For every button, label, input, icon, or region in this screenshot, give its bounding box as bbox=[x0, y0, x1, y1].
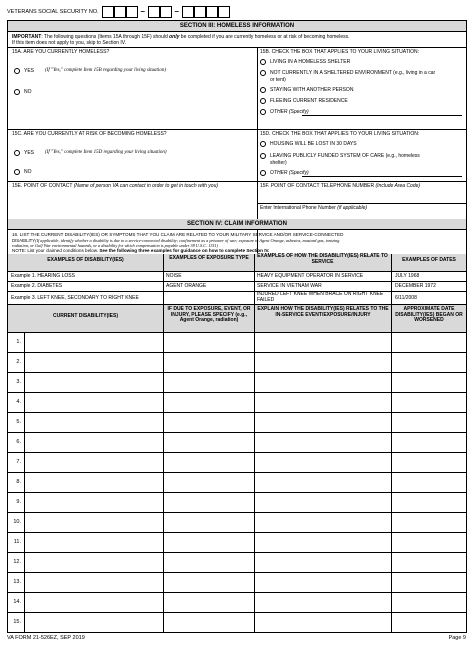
relation-input[interactable] bbox=[255, 372, 390, 392]
q16-disability: DISABILITY bbox=[12, 238, 36, 243]
date-input[interactable] bbox=[392, 392, 466, 412]
exposure-input[interactable] bbox=[164, 472, 253, 492]
q15b-fleeing-radio[interactable] bbox=[260, 98, 266, 104]
q15d-opt-3: OTHER (Specify) bbox=[270, 170, 309, 176]
row-number: 5. bbox=[16, 419, 21, 425]
q15f-row bbox=[260, 183, 420, 189]
q15b-opt-2-cont: or tent) bbox=[270, 77, 286, 83]
relation-input[interactable] bbox=[255, 332, 390, 352]
divider bbox=[254, 254, 255, 304]
divider bbox=[8, 47, 466, 48]
row-number: 1. bbox=[16, 339, 21, 345]
q15f-label: 15F. POINT OF CONTACT TELEPHONE NUMBER bbox=[260, 183, 375, 189]
ssn-dash: – bbox=[140, 7, 145, 16]
table-row bbox=[8, 532, 466, 552]
table-row bbox=[8, 552, 466, 572]
exposure-input[interactable] bbox=[164, 352, 253, 372]
disability-input[interactable] bbox=[25, 472, 162, 492]
table-row bbox=[8, 492, 466, 512]
divider bbox=[391, 254, 392, 304]
important-text: : The following questions (Items 15A through 15F) should bbox=[41, 34, 168, 40]
ssn-box-7[interactable] bbox=[194, 6, 206, 18]
q15b-opt-2: NOT CURRENTLY IN A SHELTERED ENVIRONMENT (e.g., living in a car bbox=[270, 70, 436, 76]
ex-header-exposure: EXAMPLES OF EXPOSURE TYPE bbox=[169, 255, 249, 261]
section-4-title: SECTION IV: CLAIM INFORMATION bbox=[8, 219, 466, 230]
table-row bbox=[8, 352, 466, 372]
q16-disability-note: (If applicable, identify whether a disability is due to a service-connected disability; confinement as a prisoner of war; exposure to Agent Orange, asbestos, mustard gas, ionizing bbox=[35, 238, 340, 243]
date-input[interactable] bbox=[392, 332, 466, 352]
q15c-no-label: NO bbox=[24, 169, 32, 175]
ex2-disability: Example 2. DIABETES bbox=[11, 283, 63, 289]
q15e-note: (Name of person VA can contact in order to get in touch with you) bbox=[73, 183, 219, 189]
date-input[interactable] bbox=[392, 472, 466, 492]
ex1-disability: Example 1. HEARING LOSS bbox=[11, 273, 75, 279]
important-text-2: be completed if you are currently homeless or at risk of becoming homeless. bbox=[180, 34, 350, 40]
q15b-label: 15B. CHECK THE BOX THAT APPLIES TO YOUR LIVING SITUATION: bbox=[260, 49, 420, 55]
ex2-exposure: AGENT ORANGE bbox=[166, 283, 207, 289]
q15a-yes-label: YES bbox=[24, 68, 35, 74]
date-input[interactable] bbox=[392, 432, 466, 452]
q15c-yes-radio[interactable] bbox=[14, 150, 20, 156]
exposure-input[interactable] bbox=[164, 452, 253, 472]
ssn-box-9[interactable] bbox=[218, 6, 230, 18]
ssn-label: VETERANS SOCIAL SECURITY NO. bbox=[7, 8, 99, 15]
disability-input[interactable] bbox=[25, 592, 162, 612]
q15b-opt-4: FLEEING CURRENT RESIDENCE bbox=[270, 98, 348, 104]
ssn-box-6[interactable] bbox=[182, 6, 194, 18]
ssn-box-4[interactable] bbox=[148, 6, 160, 18]
exposure-input[interactable] bbox=[164, 592, 253, 612]
q16-line-3: radiation, or Gulf War environmental hazards, or a disability for which compensation is payable under 38 U.S.C. 1151) bbox=[12, 243, 218, 248]
exposure-input[interactable] bbox=[164, 552, 253, 572]
ssn-box-8[interactable] bbox=[206, 6, 218, 18]
exposure-input[interactable] bbox=[164, 412, 253, 432]
important-only: only bbox=[169, 34, 180, 40]
row-number: 11. bbox=[13, 539, 21, 545]
disability-input[interactable] bbox=[25, 392, 162, 412]
exposure-input[interactable] bbox=[164, 512, 253, 532]
table-row bbox=[8, 472, 466, 492]
q15c-label: 15C. ARE YOU CURRENTLY AT RISK OF BECOMING HOMELESS? bbox=[12, 131, 167, 137]
relation-input[interactable] bbox=[255, 432, 390, 452]
q15d-leaving-care-radio[interactable] bbox=[260, 153, 266, 159]
divider bbox=[163, 254, 164, 304]
q15d-other-radio[interactable] bbox=[260, 170, 266, 176]
ex1-exposure: NOISE bbox=[166, 273, 182, 279]
disability-input[interactable] bbox=[25, 412, 162, 432]
disability-input[interactable] bbox=[25, 552, 162, 572]
exposure-input[interactable] bbox=[164, 392, 253, 412]
exposure-input[interactable] bbox=[164, 572, 253, 592]
row-number: 8. bbox=[16, 479, 21, 485]
q15b-other-radio[interactable] bbox=[260, 109, 266, 115]
q15f-intl-label: Enter International Phone Number bbox=[260, 205, 336, 211]
disability-input[interactable] bbox=[25, 572, 162, 592]
disability-input[interactable] bbox=[25, 372, 162, 392]
q15f-intl-note: (if applicable) bbox=[337, 205, 368, 211]
q15f-note: (Include Area Code) bbox=[375, 183, 421, 189]
row-number: 10. bbox=[13, 519, 21, 525]
q15a-no-radio[interactable] bbox=[14, 89, 20, 95]
row-number: 4. bbox=[16, 399, 21, 405]
q15f-input[interactable] bbox=[259, 191, 464, 203]
row-number: 13. bbox=[13, 579, 21, 585]
ex1-date: JULY 1968 bbox=[395, 273, 420, 279]
relation-input[interactable] bbox=[255, 512, 390, 532]
date-input[interactable] bbox=[392, 592, 466, 612]
row-number: 9. bbox=[16, 499, 21, 505]
row-number: 6. bbox=[16, 439, 21, 445]
ex-header-dates: EXAMPLES OF DATES bbox=[402, 257, 456, 263]
disability-input[interactable] bbox=[25, 492, 162, 512]
q15d-opt-1: HOUSING WILL BE LOST IN 30 DAYS bbox=[270, 141, 357, 147]
relation-input[interactable] bbox=[255, 352, 390, 372]
row-number: 12. bbox=[13, 559, 21, 565]
disability-input[interactable] bbox=[25, 432, 162, 452]
ex1-relation: HEAVY EQUIPMENT OPERATOR IN SERVICE bbox=[257, 273, 364, 279]
date-input[interactable] bbox=[392, 492, 466, 512]
disability-input[interactable] bbox=[25, 452, 162, 472]
table-row bbox=[8, 452, 466, 472]
exposure-input[interactable] bbox=[164, 532, 253, 552]
q15f-intl-row bbox=[260, 205, 367, 211]
q15a-no-label: NO bbox=[24, 89, 32, 95]
table-row bbox=[8, 372, 466, 392]
row-number: 2. bbox=[16, 359, 21, 365]
exposure-input[interactable] bbox=[164, 332, 253, 352]
q15c-yes-label: YES bbox=[24, 150, 35, 156]
row-number: 7. bbox=[16, 459, 21, 465]
ssn-dash: – bbox=[174, 7, 179, 16]
ssn-box-5[interactable] bbox=[160, 6, 172, 18]
col-header-exposure: IF DUE TO EXPOSURE, EVENT, OR INJURY, PLEASE SPECIFY (e.g., Agent Orange, radiation) bbox=[167, 306, 251, 324]
q15b-opt-5: OTHER (Specify) bbox=[270, 109, 309, 115]
q15a-label: 15A. ARE YOU CURRENTLY HOMELESS? bbox=[12, 49, 110, 55]
divider bbox=[8, 129, 466, 130]
relation-input[interactable] bbox=[255, 452, 390, 472]
q16-note-text: NOTE: List your claimed conditions below. bbox=[12, 248, 99, 253]
date-input[interactable] bbox=[392, 532, 466, 552]
table-row bbox=[8, 612, 466, 632]
relation-input[interactable] bbox=[255, 472, 390, 492]
q16-note-bold: See the following three examples for guidance on how to complete Section IV. bbox=[99, 248, 270, 253]
q15e-label: 15E. POINT OF CONTACT bbox=[12, 183, 73, 189]
relation-input[interactable] bbox=[255, 552, 390, 572]
q15d-other-input-line[interactable] bbox=[302, 176, 462, 177]
section-3-title: SECTION III: HOMELESS INFORMATION bbox=[8, 21, 466, 32]
table-row bbox=[8, 392, 466, 412]
relation-input[interactable] bbox=[255, 492, 390, 512]
form-id: VA FORM 21-526EZ, SEP 2019 bbox=[7, 635, 85, 641]
relation-input[interactable] bbox=[255, 592, 390, 612]
disability-input[interactable] bbox=[25, 352, 162, 372]
exposure-input[interactable] bbox=[164, 432, 253, 452]
relation-input[interactable] bbox=[255, 412, 390, 432]
date-input[interactable] bbox=[392, 612, 466, 632]
ssn-box-2[interactable] bbox=[114, 6, 126, 18]
ex2-date: DECEMBER 1972 bbox=[395, 283, 436, 289]
page-number: Page 9 bbox=[448, 635, 466, 641]
ex2-relation: SERVICE IN VIETNAM WAR bbox=[257, 283, 322, 289]
table-row bbox=[8, 332, 466, 352]
col-header-relation: EXPLAIN HOW THE DISABILITY(IES) RELATES TO THE IN-SERVICE EVENT/EXPOSURE/INJURY bbox=[257, 306, 389, 318]
relation-input[interactable] bbox=[255, 572, 390, 592]
q15a-yes-note: (If "Yes," complete Item 15B regarding your living situation) bbox=[45, 68, 166, 73]
exposure-input[interactable] bbox=[164, 372, 253, 392]
date-input[interactable] bbox=[392, 412, 466, 432]
relation-input[interactable] bbox=[255, 392, 390, 412]
q15b-shelter-radio[interactable] bbox=[260, 59, 266, 65]
q15d-label: 15D. CHECK THE BOX THAT APPLIES TO YOUR LIVING SITUATION: bbox=[260, 131, 420, 137]
q15b-not-sheltered-radio[interactable] bbox=[260, 70, 266, 76]
col-header-disability: CURRENT DISABILITY(IES) bbox=[53, 313, 118, 319]
important-line-2: If this item does not apply to you, skip to Section IV. bbox=[12, 40, 127, 46]
divider bbox=[257, 203, 466, 204]
row-number: 15. bbox=[13, 619, 21, 625]
ex-header-relation: EXAMPLES OF HOW THE DISABILITY(IES) RELATE TO SERVICE bbox=[257, 253, 388, 265]
ssn-box-1[interactable] bbox=[102, 6, 114, 18]
q15d-30-days-radio[interactable] bbox=[260, 141, 266, 147]
divider bbox=[8, 281, 466, 282]
q15a-yes-radio[interactable] bbox=[14, 68, 20, 74]
exposure-input[interactable] bbox=[164, 492, 253, 512]
q15d-opt-2-cont: shelter) bbox=[270, 160, 287, 166]
date-input[interactable] bbox=[392, 512, 466, 532]
q15e-row bbox=[12, 183, 218, 189]
q15b-opt-3: STAYING WITH ANOTHER PERSON bbox=[270, 87, 354, 93]
table-row bbox=[8, 592, 466, 612]
divider bbox=[8, 181, 466, 182]
row-number: 14. bbox=[13, 599, 21, 605]
row-number: 3. bbox=[16, 379, 21, 385]
q15c-yes-note: (If "Yes," complete Item 15D regarding your living situation) bbox=[45, 150, 167, 155]
date-input[interactable] bbox=[392, 552, 466, 572]
relation-input[interactable] bbox=[255, 612, 390, 632]
relation-input[interactable] bbox=[255, 532, 390, 552]
divider bbox=[8, 271, 466, 272]
disability-input[interactable] bbox=[25, 332, 162, 352]
date-input[interactable] bbox=[392, 572, 466, 592]
q15d-opt-2: LEAVING PUBLICLY FUNDED SYSTEM OF CARE (e.g., homeless bbox=[270, 153, 420, 159]
divider bbox=[8, 291, 466, 292]
col-header-date: APPROXIMATE DATE DISABILITY(IES) BEGAN OR WORSENED bbox=[395, 306, 463, 324]
q15c-no-radio[interactable] bbox=[14, 169, 20, 175]
q15b-staying-radio[interactable] bbox=[260, 87, 266, 93]
date-input[interactable] bbox=[392, 352, 466, 372]
ssn-box-3[interactable] bbox=[126, 6, 138, 18]
ex3-relation: INJURED LEFT KNEE WHEN BRACE ON RIGHT KNEE FAILED bbox=[257, 291, 384, 303]
table-row bbox=[8, 432, 466, 452]
exposure-input[interactable] bbox=[164, 612, 253, 632]
ex3-date: 6/11/2008 bbox=[395, 295, 417, 301]
date-input[interactable] bbox=[392, 372, 466, 392]
table-row bbox=[8, 412, 466, 432]
q15b-other-input-line[interactable] bbox=[302, 115, 462, 116]
ex3-disability: Example 3. LEFT KNEE, SECONDARY TO RIGHT KNEE bbox=[11, 295, 139, 301]
q15b-opt-1: LIVING IN A HOMELESS SHELTER bbox=[270, 59, 351, 65]
important-label: IMPORTANT bbox=[12, 34, 42, 40]
disability-input[interactable] bbox=[25, 532, 162, 552]
table-row bbox=[8, 572, 466, 592]
date-input[interactable] bbox=[392, 452, 466, 472]
ssn-bar bbox=[7, 4, 230, 19]
disability-input[interactable] bbox=[25, 612, 162, 632]
q16-line-1: 16. LIST THE CURRENT DISABILITY(IES) OR SYMPTOMS THAT YOU CLAIM ARE RELATED TO YOUR MILITARY SERVICE AND/OR SERVICE-CONNECTED bbox=[12, 232, 344, 237]
table-row bbox=[8, 512, 466, 532]
form-frame bbox=[7, 20, 467, 633]
disability-input[interactable] bbox=[25, 512, 162, 532]
ex-header-disability: EXAMPLES OF DISABILITY(IES) bbox=[47, 257, 124, 263]
